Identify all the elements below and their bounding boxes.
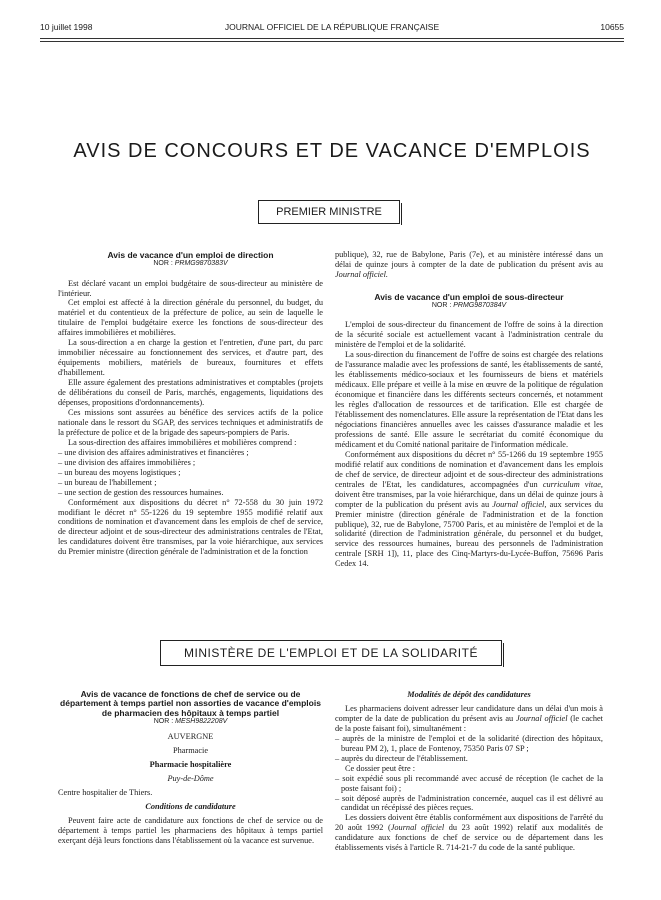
list-item: – auprès de la ministre de l'emploi et de la solidarité (direction des hôpitaux, bureau PM 2), 1, place de Fontenoy, 75350 Paris 07 SP ; [335, 733, 603, 753]
notice3-conditions-text: Peuvent faire acte de candidature aux fonctions de chef de service ou de département à temps partiel les pharmaciens des hôpitaux à temps partiel exerçant déjà leurs fonctions dans l'établissement où la vacance est survenue. [58, 816, 323, 846]
notice2-paragraph: L'emploi de sous-directeur du financement de l'offre de soins à la direction de la sécurité sociale est actuellement vacant à l'administration centrale du ministère de l'emploi et de la solidarité. [335, 320, 603, 350]
notice3-deposit-intro: Les pharmaciens doivent adresser leur candidature dans un délai d'un mois à compter de la date de publication du présent avis au Journal officiel (le cachet de la poste faisant foi), simultanément : [335, 703, 603, 733]
section-title-premier-ministre: PREMIER MINISTRE [258, 200, 400, 224]
notice2-closing: Conformément aux dispositions du décret n° 55-1266 du 19 septembre 1955 modifié relatif aux conditions de nomination et d'avancement dans les emplois de chef de service, de directeur adjoint et de sous-directeur des administrations centrales de l'Etat, les candidatures, accompagnées d'un curriculum vitae, doivent être transmises, par la voie hiérarchique, dans un délai de quinze jours à compter de la publication du présent avis au Journal officiel, aux services du Premier ministre (direction générale de l'administration et de la fonction publique), 32, rue de Babylone, 75700 Paris, et au ministère de l'emploi et de la solidarité (direction de l'administration générale, du personnel et du budget, service des ressources humaines, bureau des personnels de l'administration centrale [SRH 1]), 11, place des Cinq-Martyrs-du-Lycée-Buffon, 75696 Paris Cedex 14. [335, 449, 603, 569]
notice2-heading: Avis de vacance d'un emploi de sous-directeur [374, 291, 564, 302]
notice3-dossier-intro: Ce dossier peut être : [345, 763, 416, 773]
notice3-dossier-list [335, 774, 603, 814]
list-item: – un bureau de l'habillement ; [58, 477, 157, 487]
notice1-list [58, 448, 323, 498]
notice3-deposit-heading: Modalités de dépôt des candidatures [407, 690, 531, 699]
section-title-shadow [500, 643, 504, 667]
notice3-conditions-heading: Conditions de candidature [145, 802, 236, 812]
notice2-paragraph: La sous-direction du financement de l'offre de soins est chargée des relations de l'assurance maladie avec les professions de santé, les établissements de santé, les établissements médico-sociaux et les fournisseurs de biens et matériels médicaux. Elle prépare et veille à la mise en œuvre de la politique de régulation économique et financière dans les différents secteurs concernés, et notamment les règles d'allocation de ressources et de tarification. Elle est chargée de l'établissement des nomenclatures. Elle assure la représentation de l'Etat dans les négociations financières annuelles avec les caisses d'assurance maladie et les professions de santé. Elle assure le secrétariat du comité économique du médicament et du Comité national paritaire de l'information médicale. [335, 350, 603, 449]
header-rule-double [40, 41, 624, 42]
notice3-nor-code: MESH9822208V [175, 718, 228, 726]
notice1-paragraph: La sous-direction a en charge la gestion et l'entretien, d'une part, du parc immobilier nécessaire au fonctionnement des services, et d'autre part, des équipements mobiliers, matériels de bureaux, fournitures et effets d'habillement. [58, 338, 323, 378]
section2-right-column [335, 690, 603, 853]
notice3-final: Les dossiers doivent être établis conformément aux dispositions de l'arrêté du 20 août 1992 (Journal officiel du 23 août 1992) relatif aux modalités de candidature aux fonctions de chef de service ou de département dans les établissements visés à l'article R. 714-21-7 du code de la santé publique. [335, 813, 603, 853]
section1-right-column [335, 250, 603, 569]
notice1-paragraph: Ces missions sont assurées au bénéfice des services actifs de la police nationale dans le ressort du SGAP, des services techniques et administratifs de la préfecture de police et de la brigade des sapeurs-pompiers de Paris. [58, 407, 323, 437]
header-date: 10 juillet 1998 [40, 22, 93, 32]
notice1-closing: Conformément aux dispositions du décret n° 72-558 du 30 juin 1972 modifiant le décret n° 55-1226 du 19 septembre 1955 modifié relatif aux conditions de nomination et d'avancement dans les emplois de chef de service, de directeur adjoint et de sous-directeur des administrations centrales de l'Etat, les candidatures doivent être transmises, par la voie hiérarchique, aux services du Premier ministre (direction générale de l'administration et de la fonction [58, 497, 323, 557]
section-title-shadow [398, 203, 402, 225]
list-item: – un bureau des moyens logistiques ; [58, 467, 181, 477]
list-item: – une division des affaires administratives et financières ; [58, 447, 249, 457]
notice3-nor: NOR : MESH9822208V [153, 718, 228, 726]
notice1-nor: NOR : PRMG9870383V [153, 260, 228, 268]
list-item: – soit déposé auprès de l'administration concernée, auquel cas il est délivré au candidat un récépissé des pièces reçues. [335, 793, 603, 813]
list-item: – auprès du directeur de l'établissement. [335, 753, 468, 763]
notice1-nor-code: PRMG9870383V [174, 260, 228, 268]
notice3-discipline: Pharmacie [172, 746, 208, 756]
notice3-department: Puy-de-Dôme [167, 774, 214, 784]
notice1-continuation: publique), 32, rue de Babylone, Paris (7e), et au ministère intéressé dans un délai de quinze jours à compter de la date de publication du présent avis au Journal officiel. [335, 250, 603, 279]
notice3-specialty: Pharmacie hospitalière [149, 760, 232, 770]
section2-left-column [58, 690, 323, 846]
notice1-paragraph: Cet emploi est affecté à la direction générale du personnel, du budget, du matériel et du contentieux de la préfecture de police, au sein de laquelle le titulaire de l'emploi budgétaire exerce les fonctions de sous-directeur des affaires immobilières et mobilières. [58, 298, 323, 338]
header-page-number: 10655 [600, 22, 624, 32]
notice1-paragraph: La sous-direction des affaires immobilières et mobilières comprend : [68, 437, 297, 447]
page-header [40, 22, 624, 36]
notice3-heading: Avis de vacance de fonctions de chef de service ou de département à temps partiel non assorties de vacance d'emplois de pharmacien des hôpitaux à temps partiel [60, 689, 321, 718]
list-item: – soit expédié sous pli recommandé avec accusé de réception (le cachet de la poste faisant foi) ; [335, 773, 603, 793]
notice3-establishment: Centre hospitalier de Thiers. [58, 788, 153, 798]
header-rule [40, 38, 624, 39]
notice1-heading: Avis de vacance d'un emploi de direction [107, 250, 274, 260]
list-item: – une section de gestion des ressources humaines. [58, 487, 224, 497]
section1-left-column [58, 250, 323, 557]
header-journal-title: JOURNAL OFFICIEL DE LA RÉPUBLIQUE FRANÇAISE [224, 22, 440, 32]
notice2-nor-code: PRMG9870384V [453, 302, 507, 310]
section-title-ministere-emploi: MINISTÈRE DE L'EMPLOI ET DE LA SOLIDARITÉ [160, 640, 502, 666]
main-title: AVIS DE CONCOURS ET DE VACANCE D'EMPLOIS [73, 140, 591, 162]
notice1-paragraph: Est déclaré vacant un emploi budgétaire de sous-directeur au ministère de l'intérieur. [58, 278, 323, 298]
notice3-region: AUVERGNE [167, 732, 214, 742]
list-item: – une division des affaires immobilières ; [58, 457, 196, 467]
notice1-paragraph: Elle assure également des prestations administratives et comptables (projets de délibérations du conseil de Paris, marchés, engagements, liquidations des dépenses, propositions d'ordonnancements). [58, 378, 323, 408]
notice3-deposit-list [335, 734, 603, 764]
notice2-nor: NOR : PRMG9870384V [431, 302, 507, 310]
